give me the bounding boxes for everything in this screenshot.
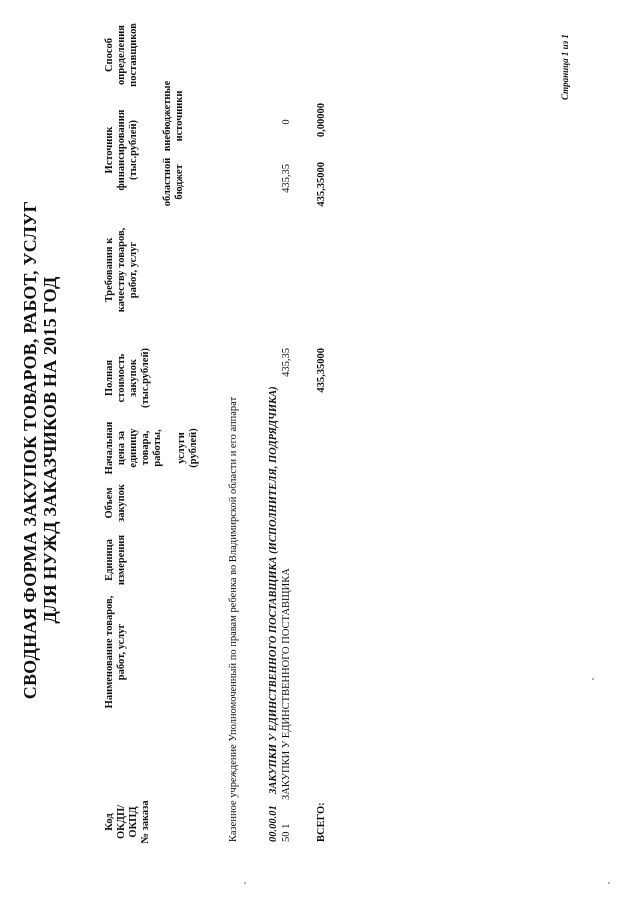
- col-header-code: [104, 792, 152, 852]
- totals-extrabudget: 0,00000: [316, 102, 327, 138]
- col-header-price: [104, 418, 200, 478]
- col-header-total: [104, 338, 152, 418]
- col-name-l2: работ, услуг: [116, 623, 127, 681]
- col-header-name: [104, 582, 128, 722]
- row-total: 435,35: [281, 348, 292, 377]
- col-header-volume: [104, 478, 128, 528]
- scan-speck: [608, 882, 610, 884]
- row-name: ЗАКУПКИ У ЕДИНСТВЕННОГО ПОСТАВЩИКА: [281, 568, 292, 800]
- title-line-2: ДЛЯ НУЖД ЗАКАЗЧИКОВ НА 2015 ГОД: [40, 276, 60, 624]
- col-price-gap: [164, 418, 176, 478]
- col-extrabudget-l1: внебюджетные: [162, 80, 173, 152]
- col-extrabudget-l2: источники: [174, 90, 185, 142]
- col-unit-l2: измерения: [116, 534, 127, 586]
- col-header-method: [104, 10, 140, 100]
- col-total-l1: Полная: [104, 359, 115, 397]
- customer-name: Казенное учреждение Уполномоченный по правам ребенка во Владимирской области и его аппарат: [228, 396, 239, 842]
- col-method-l2: определения: [116, 25, 127, 85]
- col-req-l2: качеству товаров,: [116, 227, 127, 313]
- col-regional-l1: областной: [162, 157, 173, 207]
- section-line: [268, 142, 280, 842]
- col-method-l1: Способ: [104, 37, 115, 73]
- row-extrabudget: 0: [281, 119, 292, 125]
- col-volume-l1: Объем: [104, 487, 115, 519]
- col-source-l2: финансирования: [116, 109, 127, 191]
- totals-label: ВСЕГО:: [316, 802, 327, 842]
- col-total-l3: закупок: [128, 359, 139, 397]
- col-header-unit: [104, 530, 128, 590]
- col-req-l3: работ, услуг: [128, 241, 139, 299]
- col-price-l2: цена за: [116, 430, 127, 466]
- col-volume-l2: закупок: [116, 484, 127, 522]
- col-code-l3: ОКПД: [128, 806, 139, 838]
- col-price-l6: услуги: [176, 432, 187, 464]
- col-price-l7: (рублей): [188, 428, 199, 468]
- document-title: [20, 160, 60, 740]
- col-unit-l1: Единица: [104, 539, 115, 581]
- col-name-l1: Наименование товаров,: [104, 595, 115, 709]
- col-regional-l2: бюджет: [174, 164, 185, 200]
- col-price-l1: Начальная: [104, 421, 115, 475]
- col-req-l1: Требования к: [104, 237, 115, 303]
- col-subheader-extrabudget: [162, 80, 186, 152]
- col-total-l4: (тыс.рублей): [140, 347, 151, 409]
- col-price-l3: единицу: [128, 428, 139, 468]
- col-header-requirements: [104, 210, 140, 330]
- col-price-l4: товара,: [140, 430, 151, 466]
- col-code-l1: Код: [104, 813, 115, 831]
- row-regional: 435,35: [281, 164, 292, 193]
- col-subheader-regional: [162, 150, 186, 214]
- col-code-l2: ОКДП/: [116, 804, 127, 840]
- landscape-content: [12, 10, 612, 890]
- col-source-l3: (тыс.рублей): [128, 119, 139, 181]
- page-number: Страница 1 из 1: [560, 34, 570, 100]
- row-code: 50 1: [281, 823, 292, 842]
- totals-total: 435,35000: [316, 348, 327, 393]
- scan-speck: [592, 678, 594, 680]
- col-method-l3: поставщиков: [128, 23, 139, 87]
- section-label: ЗАКУПКИ У ЕДИНСТВЕННОГО ПОСТАВЩИКА (ИСПОЛНИТЕЛЯ, ПОДРЯДЧИКА): [268, 386, 279, 794]
- totals-regional: 435,35000: [316, 162, 327, 207]
- section-code: 00.00.01: [268, 805, 279, 842]
- scan-speck: [244, 882, 246, 884]
- col-header-source: [104, 90, 140, 210]
- col-price-l5: работы,: [152, 429, 163, 467]
- col-code-l4: № заказа: [140, 800, 151, 844]
- col-source-l1: Источник: [104, 126, 115, 174]
- title-line-1: СВОДНАЯ ФОРМА ЗАКУПОК ТОВАРОВ, РАБОТ, УСЛУГ: [20, 200, 40, 700]
- col-total-l2: стоимость: [116, 353, 127, 403]
